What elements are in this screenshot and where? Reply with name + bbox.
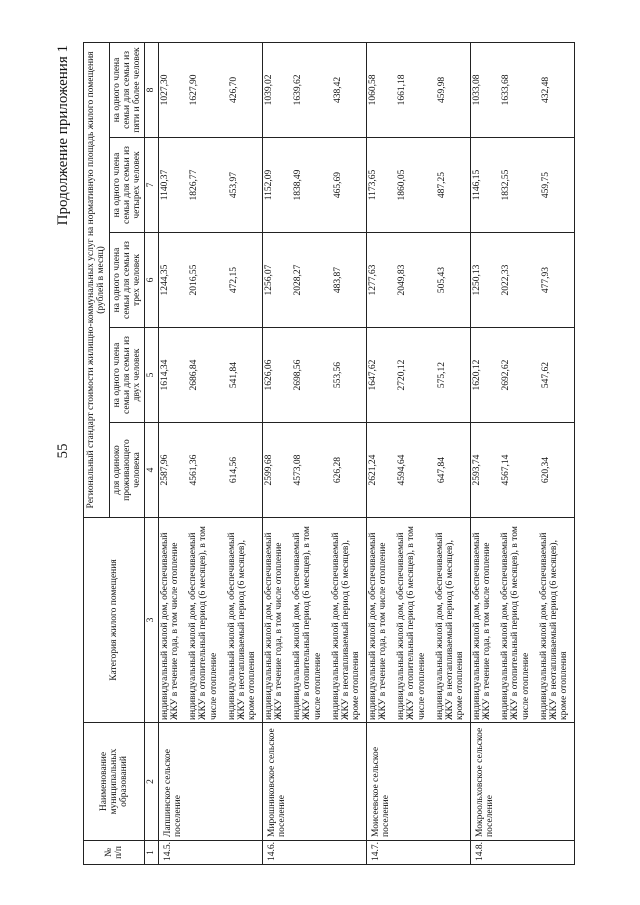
value-cell (366, 423, 470, 518)
municipality-name: Мирошниковское сельское поселение (262, 723, 366, 841)
value-gap (221, 330, 229, 420)
value-gap (325, 425, 333, 515)
value-text: 575,12 (436, 361, 447, 389)
category-cell (158, 518, 262, 723)
value-gap (221, 425, 229, 515)
value-gap (389, 330, 397, 420)
value-text: 1832,55 (500, 169, 511, 201)
category-cell (470, 518, 574, 723)
value-text: 547,62 (540, 361, 551, 389)
value-text: 459,98 (436, 76, 447, 104)
value-text: 647,84 (436, 456, 447, 484)
value-text: 2593,74 (471, 454, 482, 486)
appendix-title: Продолжение приложения 1 (55, 45, 71, 226)
value-text: 483,87 (332, 266, 343, 294)
header-sub-1: для одиноко проживающего человека (109, 423, 145, 518)
value-text: 1152,09 (263, 169, 274, 201)
row-number: 14.5. (158, 841, 262, 865)
table-header (84, 42, 159, 864)
value-cell (470, 423, 574, 518)
value-cell (158, 233, 262, 328)
value-gap (285, 140, 293, 230)
value-gap (389, 235, 397, 325)
value-gap (325, 45, 333, 135)
value-gap (221, 140, 229, 230)
value-text: 541,84 (228, 361, 239, 389)
value-cell (470, 233, 574, 328)
header-sub-2: на одного члена семьи для семьи из двух человек (109, 328, 145, 423)
value-text: 1244,35 (159, 264, 170, 296)
value-cell (158, 328, 262, 423)
table-row (262, 42, 366, 864)
value-cell (262, 138, 366, 233)
category-gap (323, 520, 331, 720)
col-number: 5 (145, 328, 158, 423)
value-text: 438,42 (332, 76, 343, 104)
header-sub-3: на одного члена семьи для семьи из трех человек (109, 233, 145, 328)
header-sub-5: на одного члена семьи для семьи из пяти и более человек (109, 42, 145, 137)
table-row (158, 42, 262, 864)
value-text: 432,48 (540, 76, 551, 104)
value-gap (493, 330, 501, 420)
row-number: 14.7. (366, 841, 470, 865)
header-category: Категория жилого помещения (84, 518, 145, 723)
value-text: 459,75 (540, 171, 551, 199)
col-number: 8 (145, 42, 158, 137)
header-name: Наименование муниципальных образований (84, 723, 145, 841)
value-text: 614,56 (228, 456, 239, 484)
value-cell (158, 423, 262, 518)
value-text: 1838,49 (292, 169, 303, 201)
value-gap (533, 235, 541, 325)
table-row (366, 42, 470, 864)
value-text: 1039,02 (263, 74, 274, 106)
value-cell (366, 233, 470, 328)
value-gap (429, 140, 437, 230)
value-cell (470, 42, 574, 137)
value-gap (285, 330, 293, 420)
category-text: индивидуальный жилой дом, обеспечиваемый ЖКУ в неотапливаемый период (6 месяцев), кроме отопления (226, 532, 258, 720)
category-text: индивидуальный жилой дом, обеспечиваемый ЖКУ в отопительный период (6 месяцев), в том числе отопление (292, 526, 323, 720)
table-row (470, 42, 574, 864)
value-text: 1826,77 (188, 169, 199, 201)
value-gap (533, 45, 541, 135)
table-body (158, 42, 574, 864)
column-number-row (145, 42, 158, 864)
col-number: 3 (145, 518, 158, 723)
value-gap (493, 235, 501, 325)
value-text: 4561,36 (188, 454, 199, 486)
row-number: 14.6. (262, 841, 366, 865)
row-number: 14.8. (470, 841, 574, 865)
value-cell (262, 328, 366, 423)
category-text: индивидуальный жилой дом, обеспечиваемый ЖКУ в течение года, в том числе отопление (159, 532, 180, 720)
value-gap (389, 45, 397, 135)
value-cell (366, 42, 470, 137)
value-gap (389, 425, 397, 515)
rotated-sheet (55, 30, 615, 875)
value-cell (262, 233, 366, 328)
value-gap (493, 425, 501, 515)
value-text: 2692,62 (500, 359, 511, 391)
value-text: 1033,08 (471, 74, 482, 106)
value-text: 1614,34 (159, 359, 170, 391)
value-gap (325, 235, 333, 325)
value-gap (285, 425, 293, 515)
value-text: 1626,06 (263, 359, 274, 391)
value-text: 2028,27 (292, 264, 303, 296)
header-no: № п/п (84, 841, 145, 865)
value-text: 1256,07 (263, 264, 274, 296)
value-text: 2698,56 (292, 359, 303, 391)
category-gap (388, 520, 396, 720)
value-text: 4573,08 (292, 454, 303, 486)
value-gap (429, 425, 437, 515)
page-number: 55 (55, 443, 71, 459)
category-text: индивидуальный жилой дом, обеспечиваемый ЖКУ в течение года, в том числе отопление (263, 532, 284, 720)
value-cell (158, 138, 262, 233)
value-cell (158, 42, 262, 137)
value-cell (262, 42, 366, 137)
value-text: 2022,33 (500, 264, 511, 296)
value-text: 1146,15 (471, 169, 482, 201)
category-gap (284, 520, 292, 720)
category-cell (262, 518, 366, 723)
value-gap (181, 235, 189, 325)
value-text: 1173,65 (367, 169, 378, 201)
value-text: 1277,63 (367, 264, 378, 296)
category-text: индивидуальный жилой дом, обеспечиваемый ЖКУ в течение года, в том числе отопление (471, 532, 492, 720)
header-sub-4: на одного члена семьи для семьи из четырех человек (109, 138, 145, 233)
value-text: 1060,58 (367, 74, 378, 106)
value-gap (429, 45, 437, 135)
category-gap (180, 520, 188, 720)
value-text: 2049,83 (396, 264, 407, 296)
value-text: 4567,14 (500, 454, 511, 486)
value-text: 2686,84 (188, 359, 199, 391)
value-gap (285, 45, 293, 135)
col-number: 1 (145, 841, 158, 865)
value-gap (181, 45, 189, 135)
value-text: 465,69 (332, 171, 343, 199)
category-text: индивидуальный жилой дом, обеспечиваемый ЖКУ в отопительный период (6 месяцев), в том числе отопление (188, 526, 219, 720)
value-text: 620,34 (540, 456, 551, 484)
value-gap (181, 140, 189, 230)
value-text: 472,15 (228, 266, 239, 294)
category-gap (492, 520, 500, 720)
category-gap (531, 520, 539, 720)
col-number: 7 (145, 138, 158, 233)
col-number: 6 (145, 233, 158, 328)
category-text: индивидуальный жилой дом, обеспечиваемый ЖКУ в отопительный период (6 месяцев), в том числе отопление (396, 526, 427, 720)
value-text: 477,93 (540, 266, 551, 294)
category-gap (427, 520, 435, 720)
value-cell (470, 328, 574, 423)
value-text: 1140,37 (159, 169, 170, 201)
value-gap (493, 45, 501, 135)
col-number: 2 (145, 723, 158, 841)
value-gap (389, 140, 397, 230)
category-text: индивидуальный жилой дом, обеспечиваемый ЖКУ в неотапливаемый период (6 месяцев), кроме отопления (538, 532, 570, 720)
value-gap (493, 140, 501, 230)
value-gap (533, 330, 541, 420)
value-text: 1647,62 (367, 359, 378, 391)
value-cell (366, 328, 470, 423)
value-text: 2720,12 (396, 359, 407, 391)
value-text: 453,97 (228, 171, 239, 199)
value-text: 553,56 (332, 361, 343, 389)
category-text: индивидуальный жилой дом, обеспечиваемый ЖКУ в течение года, в том числе отопление (367, 532, 388, 720)
value-text: 2621,24 (367, 454, 378, 486)
value-text: 1620,12 (471, 359, 482, 391)
value-gap (221, 45, 229, 135)
value-text: 1661,18 (396, 74, 407, 106)
header-standard: Региональный стандарт стоимости жилищно-коммунальных услуг на нормативную площадь жилого помещения (рублей в месяц) (84, 42, 110, 517)
value-text: 4594,64 (396, 454, 407, 486)
municipality-name: Мокроольховское сельское поселение (470, 723, 574, 841)
municipality-name: Моисеевское сельское поселение (366, 723, 470, 841)
value-gap (181, 425, 189, 515)
value-text: 1860,05 (396, 169, 407, 201)
value-text: 1639,62 (292, 74, 303, 106)
value-gap (325, 140, 333, 230)
value-gap (325, 330, 333, 420)
value-cell (262, 423, 366, 518)
value-text: 626,28 (332, 456, 343, 484)
value-text: 426,70 (228, 76, 239, 104)
category-text: индивидуальный жилой дом, обеспечиваемый ЖКУ в неотапливаемый период (6 месяцев), кроме отопления (434, 532, 466, 720)
value-gap (429, 330, 437, 420)
value-text: 2016,55 (188, 264, 199, 296)
value-gap (533, 425, 541, 515)
municipality-name: Лапшинское сельское поселение (158, 723, 262, 841)
col-number: 4 (145, 423, 158, 518)
value-gap (533, 140, 541, 230)
value-text: 1627,90 (188, 74, 199, 106)
category-text: индивидуальный жилой дом, обеспечиваемый ЖКУ в неотапливаемый период (6 месяцев), кроме отопления (330, 532, 362, 720)
value-cell (366, 138, 470, 233)
category-cell (366, 518, 470, 723)
value-text: 505,43 (436, 266, 447, 294)
value-gap (285, 235, 293, 325)
value-gap (221, 235, 229, 325)
value-text: 2587,96 (159, 454, 170, 486)
category-text: индивидуальный жилой дом, обеспечиваемый ЖКУ в отопительный период (6 месяцев), в том числе отопление (500, 526, 531, 720)
value-text: 1633,68 (500, 74, 511, 106)
value-text: 1250,13 (471, 264, 482, 296)
value-gap (429, 235, 437, 325)
value-text: 1027,30 (159, 74, 170, 106)
standards-table (83, 42, 575, 865)
value-text: 2599,68 (263, 454, 274, 486)
value-cell (470, 138, 574, 233)
value-text: 487,25 (436, 171, 447, 199)
value-gap (181, 330, 189, 420)
category-gap (219, 520, 227, 720)
